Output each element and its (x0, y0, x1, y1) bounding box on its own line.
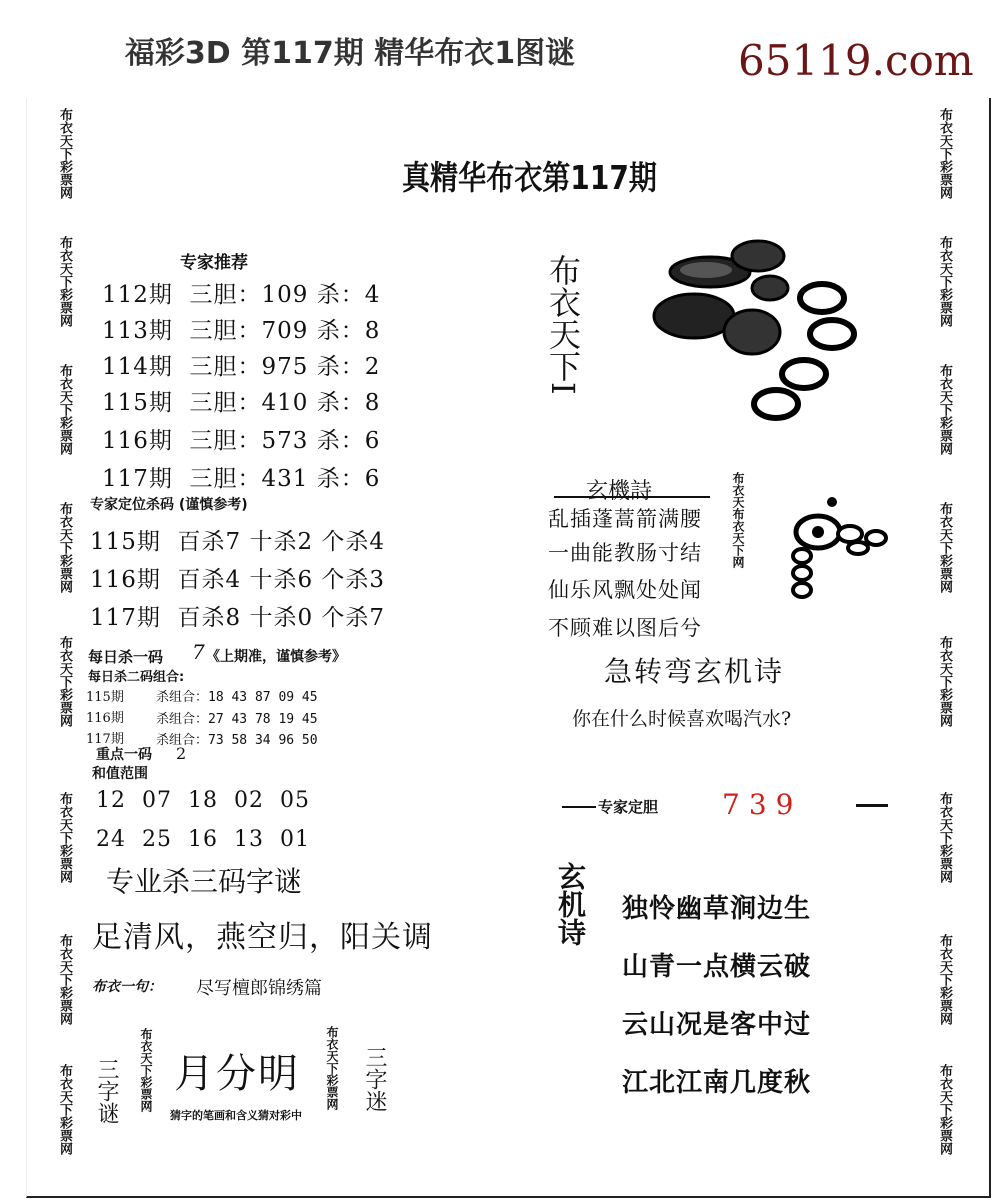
watermark-left-7: 布衣天下彩票网 (57, 934, 72, 1025)
two-code-combo: 杀组合：27 43 78 19 45 (156, 712, 318, 727)
watermark-left-5: 布衣天下彩票网 (57, 636, 72, 727)
watermark-left-2: 布衣天下彩票网 (57, 236, 72, 327)
small-circles-illustration (780, 490, 900, 602)
watermark-left-8: 布衣天下彩票网 (57, 1064, 72, 1155)
poem2-line: 江北江南几度秋 (622, 1068, 812, 1098)
two-code-period: 115期 (86, 690, 124, 705)
jizhuan-question: 你在什么时候喜欢喝汽水? (572, 708, 792, 730)
watermark-right-1: 布衣天下彩票网 (937, 108, 952, 199)
expert-row: 113期 三胆：709 杀：8 (102, 318, 381, 344)
daily-kill-note: 《上期准，谨慎参考》 (206, 649, 346, 665)
two-code-combo: 杀组合：18 43 87 09 45 (156, 690, 318, 705)
expert-row: 117期 三胆：431 杀：6 (102, 466, 381, 492)
sum-range-label: 和值范围 (92, 766, 148, 782)
daily-kill-title: 每日杀一码 (88, 648, 164, 666)
sum-values-row-2: 24 25 16 13 01 (96, 827, 310, 852)
watermark-right-2: 布衣天下彩票网 (937, 236, 952, 327)
watermark-right-5: 布衣天下彩票网 (937, 636, 952, 727)
riddle-title: 专业杀三码字谜 (106, 865, 303, 898)
two-code-period: 116期 (86, 711, 124, 726)
expert-row: 112期 三胆：109 杀：4 (102, 282, 381, 308)
xuanji-line: 乱插蓬蒿箭满腰 (548, 507, 702, 531)
two-code-combo: 杀组合：73 58 34 96 50 (156, 733, 318, 748)
daily-kill-value: 7 (192, 640, 205, 664)
key-code-label: 重点一码 (96, 747, 152, 763)
expert-row: 116期 三胆：573 杀：6 (102, 428, 381, 454)
dan-line-right (856, 804, 888, 807)
three-char-label-right: 三字迷 (362, 1046, 387, 1112)
watermark-right-6: 布衣天下彩票网 (937, 792, 952, 883)
watermark-left-1: 布衣天下彩票网 (57, 108, 72, 199)
riddle-text: 足清风，燕空归，阳关调 (92, 920, 433, 955)
circles-illustration (648, 232, 868, 432)
buyi-text: 尽写檀郎锦绣篇 (196, 978, 322, 999)
riddle-hint: 猜字的笔画和含义猜对彩中 (170, 1109, 302, 1122)
watermark-right-3: 布衣天下彩票网 (937, 364, 952, 455)
xuanji-line: 仙乐风飘处处闻 (548, 578, 702, 602)
watermark-right-7: 布衣天下彩票网 (937, 934, 952, 1025)
watermark-inner-left: 布衣天下彩票网 (139, 1028, 153, 1112)
page-header-title: 福彩3D 第117期 精华布衣1图谜 (124, 36, 576, 71)
main-title: 真精华布衣第117期 (402, 158, 657, 197)
xuanji-line: 不顾难以图后兮 (548, 616, 702, 640)
position-kill-row: 117期 百杀8 十杀0 个杀7 (90, 605, 386, 631)
key-code-value: 2 (176, 744, 187, 763)
poem2-line: 独怜幽草涧边生 (622, 894, 812, 924)
watermark-left-3: 布衣天下彩票网 (57, 364, 72, 455)
watermark-inner-right: 布衣天下彩票网 (325, 1026, 339, 1110)
buyi-label: 布衣一句： (92, 979, 162, 995)
position-kill-row: 116期 百杀4 十杀6 个杀3 (90, 567, 386, 593)
watermark-left-6: 布衣天下彩票网 (57, 792, 72, 883)
site-url[interactable]: 65119.com (738, 36, 974, 85)
jizhuan-title: 急转弯玄机诗 (604, 655, 785, 688)
xuanji-side-watermark: 布衣天布衣天下网 (731, 472, 745, 568)
dan-line-left (562, 806, 596, 808)
poem2-line: 云山况是客中过 (622, 1010, 812, 1040)
buyi-vertical: 布衣天下I (544, 254, 582, 395)
two-code-period: 117期 (86, 732, 124, 747)
expert-row: 115期 三胆：410 杀：8 (102, 390, 381, 416)
position-kill-title: 专家定位杀码 (谨慎参考) (90, 497, 248, 513)
sum-values-row-1: 12 07 18 02 05 (96, 788, 310, 813)
two-code-title: 每日杀二码组合: (88, 670, 185, 685)
three-char-label-left: 三字谜 (94, 1058, 119, 1124)
xuanji-line: 一曲能教肠寸结 (548, 541, 702, 565)
expert-dan-value: 739 (722, 788, 803, 821)
position-kill-row: 115期 百杀7 十杀2 个杀4 (90, 529, 386, 555)
watermark-right-4: 布衣天下彩票网 (937, 502, 952, 593)
poem2-line: 山青一点横云破 (622, 952, 812, 982)
poem2-label: 玄机诗 (554, 862, 587, 946)
riddle-answer: 月分明 (174, 1051, 300, 1097)
xuanji-title: 玄機詩 (586, 479, 653, 504)
watermark-right-8: 布衣天下彩票网 (937, 1064, 952, 1155)
watermark-left-4: 布衣天下彩票网 (57, 502, 72, 593)
expert-dan-label: 专家定胆 (598, 798, 659, 816)
xuanji-divider (554, 496, 710, 498)
expert-title: 专家推荐 (180, 253, 248, 273)
expert-row: 114期 三胆：975 杀：2 (102, 354, 381, 380)
